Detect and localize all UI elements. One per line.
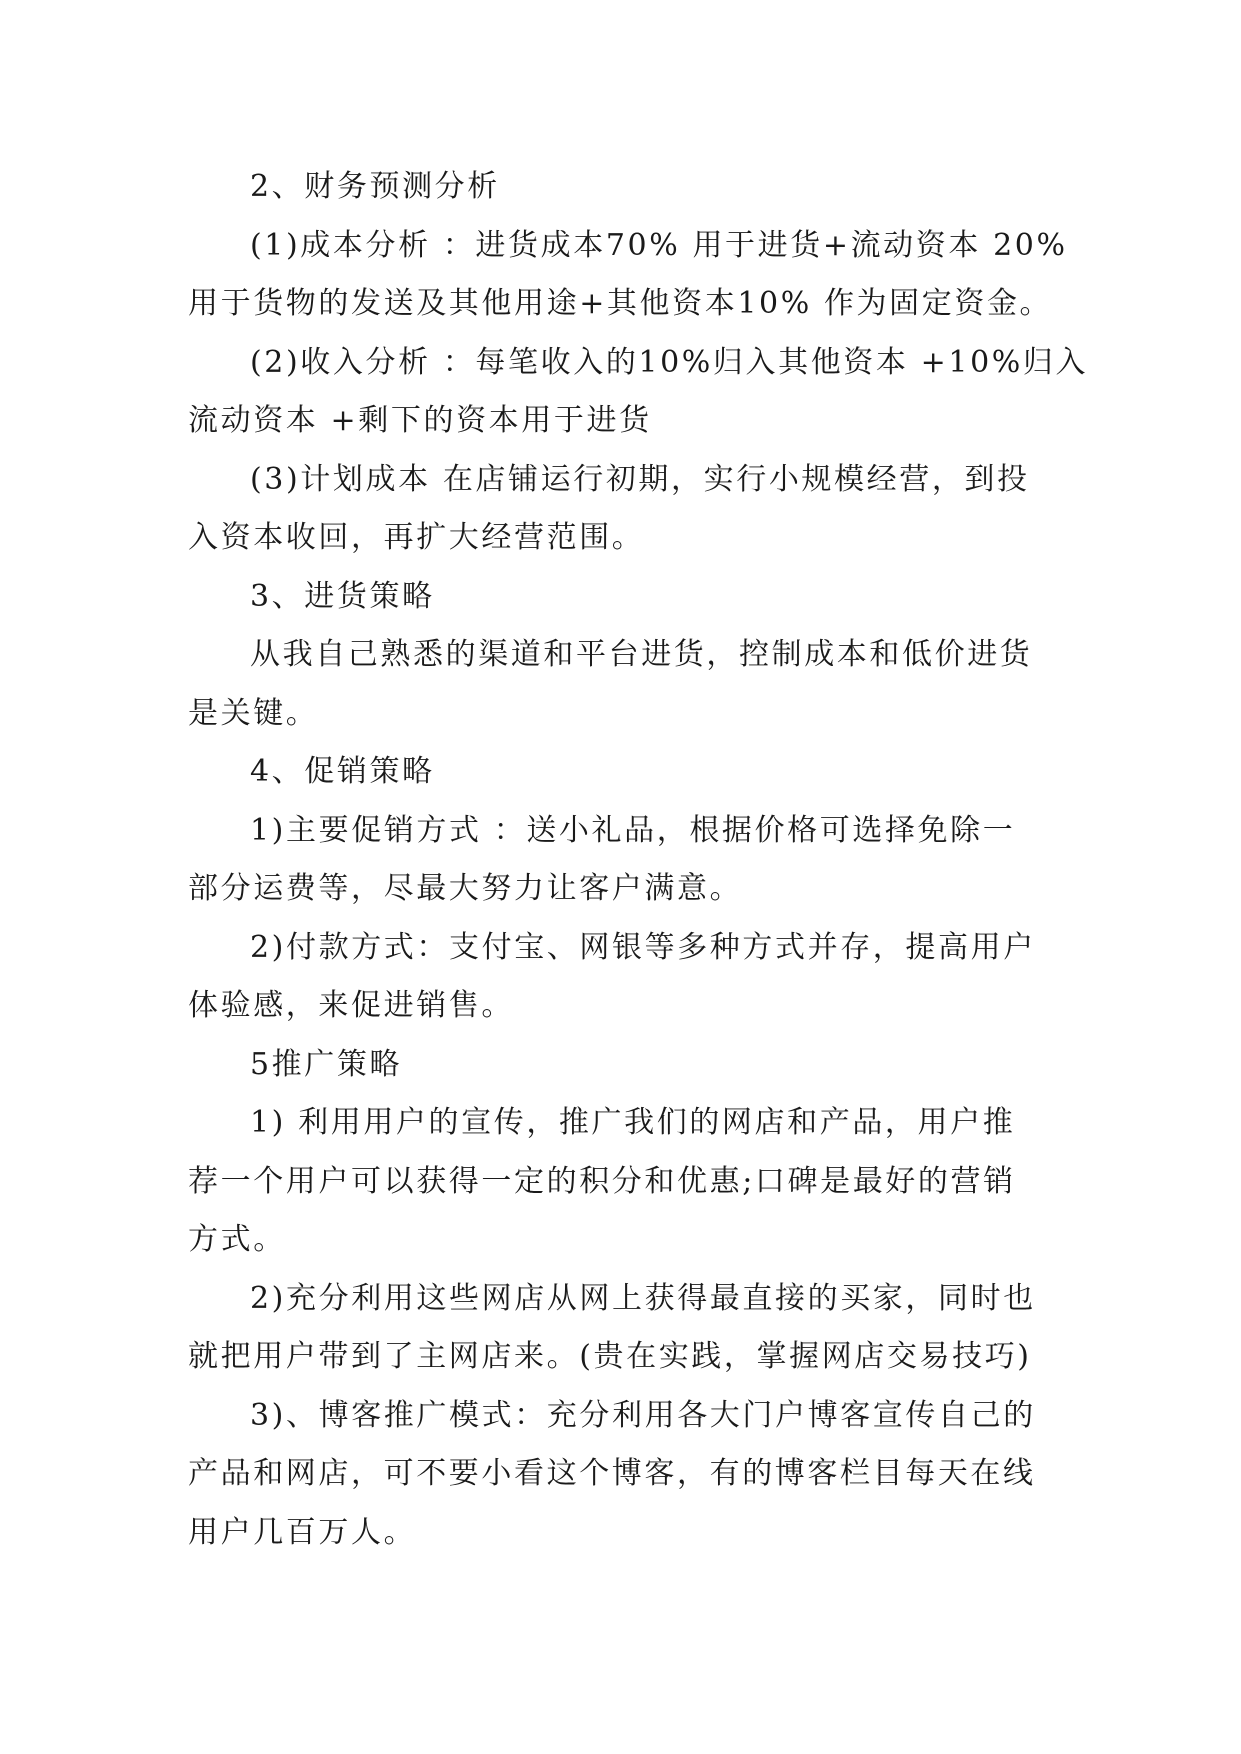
paragraph-planned-cost — [188, 451, 1054, 568]
text-line: 2)充分利用这些网店从网上获得最直接的买家，同时也 — [250, 1280, 1036, 1316]
section-heading-purchasing-strategy — [188, 568, 1054, 627]
text-line: (3)计划成本 在店铺运行初期，实行小规模经营，到投 — [250, 461, 1030, 497]
section-heading-financial-forecast — [188, 158, 1054, 217]
text-line: 1)主要促销方式 ：送小礼品，根据价格可选择免除一 — [250, 812, 1016, 848]
text-line: 2)付款方式：支付宝、网银等多种方式并存，提高用户 — [250, 929, 1036, 965]
text-line: 荐一个用户可以获得一定的积分和优惠;口碑是最好的营销 — [188, 1163, 1016, 1199]
paragraph-cost-analysis — [188, 217, 1068, 334]
paragraph-user-referral — [188, 1094, 1054, 1270]
text-line: 2、财务预测分析 — [250, 169, 500, 204]
text-line: 3、进货策略 — [250, 578, 435, 614]
section-heading-promotion-strategy — [188, 743, 1054, 802]
section-heading-marketing-strategy — [188, 1036, 1054, 1095]
text-line: 从我自己熟悉的渠道和平台进货，控制成本和低价进货 — [250, 637, 1033, 672]
paragraph-purchasing — [188, 626, 1054, 743]
text-line: (2)收入分析 ：每笔收入的10%归入其他资本 +10%归入 — [250, 344, 1089, 380]
paragraph-blog-promotion — [188, 1387, 1054, 1563]
text-line: 部分运费等，尽最大努力让客户满意。 — [188, 871, 743, 906]
text-line: 3)、博客推广模式：充分利用各大门户博客宣传自己的 — [250, 1397, 1036, 1433]
paragraph-promotion-methods — [188, 802, 1054, 919]
paragraph-online-stores — [188, 1270, 1054, 1387]
text-line: 流动资本 +剩下的资本用于进货 — [188, 403, 652, 438]
text-line: 就把用户带到了主网店来。(贵在实践，掌握网店交易技巧) — [188, 1339, 1032, 1374]
paragraph-income-analysis — [188, 334, 1089, 451]
text-line: 用户几百万人。 — [188, 1514, 417, 1550]
document-body — [188, 158, 1089, 1562]
text-line: 5推广策略 — [250, 1046, 403, 1082]
text-line: (1)成本分析 ：进货成本70% 用于进货+流动资本 20% — [250, 227, 1068, 263]
paragraph-payment-methods — [188, 919, 1054, 1036]
text-line: 产品和网店，可不要小看这个博客，有的博客栏目每天在线 — [188, 1456, 1036, 1491]
text-line: 体验感，来促进销售。 — [188, 988, 514, 1023]
text-line: 1) 利用用户的宣传，推广我们的网店和产品，用户推 — [250, 1105, 1016, 1140]
text-line: 方式。 — [188, 1222, 286, 1257]
text-line: 入资本收回，再扩大经营范围。 — [188, 520, 645, 555]
text-line: 4、促销策略 — [250, 754, 435, 789]
text-line: 用于货物的发送及其他用途+其他资本10% 作为固定资金。 — [188, 286, 1053, 321]
text-line: 是关键。 — [188, 695, 319, 731]
